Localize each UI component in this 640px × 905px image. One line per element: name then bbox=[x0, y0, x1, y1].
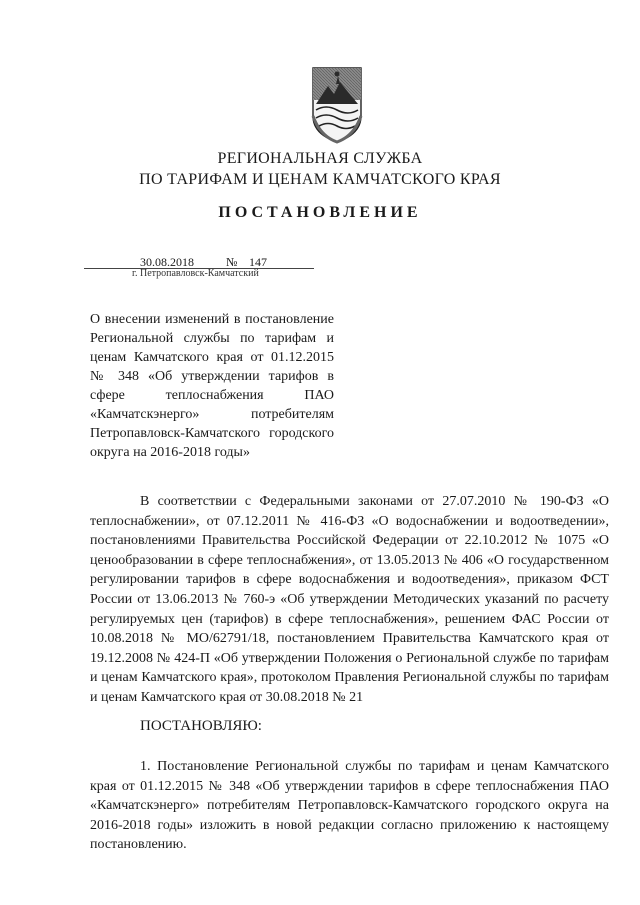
preamble-paragraph: В соответствии с Федеральными законами от 27.07.2010 № 190-ФЗ «О теплоснабжении», от 07.12.2011 № 416-ФЗ «О водоснабжении и водоотведении», постановлениями Правительства Российской Федерации от 22.10.2012 № 1075 «О ценообразовании в сфере теплоснабжения», от 13.05.2013 № 406 «О государственном регулировании тарифов в сфере водоснабжения и водоотведения», приказом ФСТ России от 13.06.2013 № 760-э «Об утверждении Методических указаний по расчету регулируемых цен (тарифов) в сфере теплоснабжения», решением ФАС России от 10.08.2018 № МО/62791/18, постановлением Правительства Камчатского края от 19.12.2008 № 424-П «Об утверждении Положения о Региональной службе по тарифам и ценам Камчатского края», протоколом Правления Региональной службы по тарифам и ценам Камчатского края от 30.08.2018 № 21 bbox=[90, 494, 609, 705]
coat-of-arms-icon bbox=[310, 64, 364, 144]
organization-name-line1: РЕГИОНАЛЬНАЯ СЛУЖБА bbox=[217, 150, 423, 167]
document-date: 30.08.2018 bbox=[140, 255, 194, 269]
date-number-line bbox=[84, 255, 314, 269]
clause-1-paragraph: 1. Постановление Региональной службы по тарифам и ценам Камчатского края от 01.12.2015 № 348 «Об утверждении тарифов в сфере теплоснабжения ПАО «Камчатскэнерго» потребителям Петропавловск-Камчатского городского округа на 2016-2018 годы» изложить в новой редакции согласно приложению к настоящему постановлению. bbox=[90, 759, 609, 853]
number-sign: № bbox=[226, 255, 238, 269]
resolve-heading: ПОСТАНОВЛЯЮ: bbox=[140, 718, 262, 734]
document-type-title: ПОСТАНОВЛЕНИЕ bbox=[218, 204, 422, 221]
document-number: 147 bbox=[249, 255, 267, 269]
coat-of-arms-emblem bbox=[310, 64, 364, 144]
issue-city: г. Петропавловск-Камчатский bbox=[132, 268, 259, 279]
organization-name-line2: ПО ТАРИФАМ И ЦЕНАМ КАМЧАТСКОГО КРАЯ bbox=[139, 171, 501, 188]
document-subject: О внесении изменений в постановление Региональной службы по тарифам и ценам Камчатского края от 01.12.2015 № 348 «Об утверждении тарифов в сфере теплоснабжения ПАО «Камчатскэнерго» потребителям Петропавловск-Камчатского городского округа на 2016-2018 годы» bbox=[90, 312, 334, 460]
